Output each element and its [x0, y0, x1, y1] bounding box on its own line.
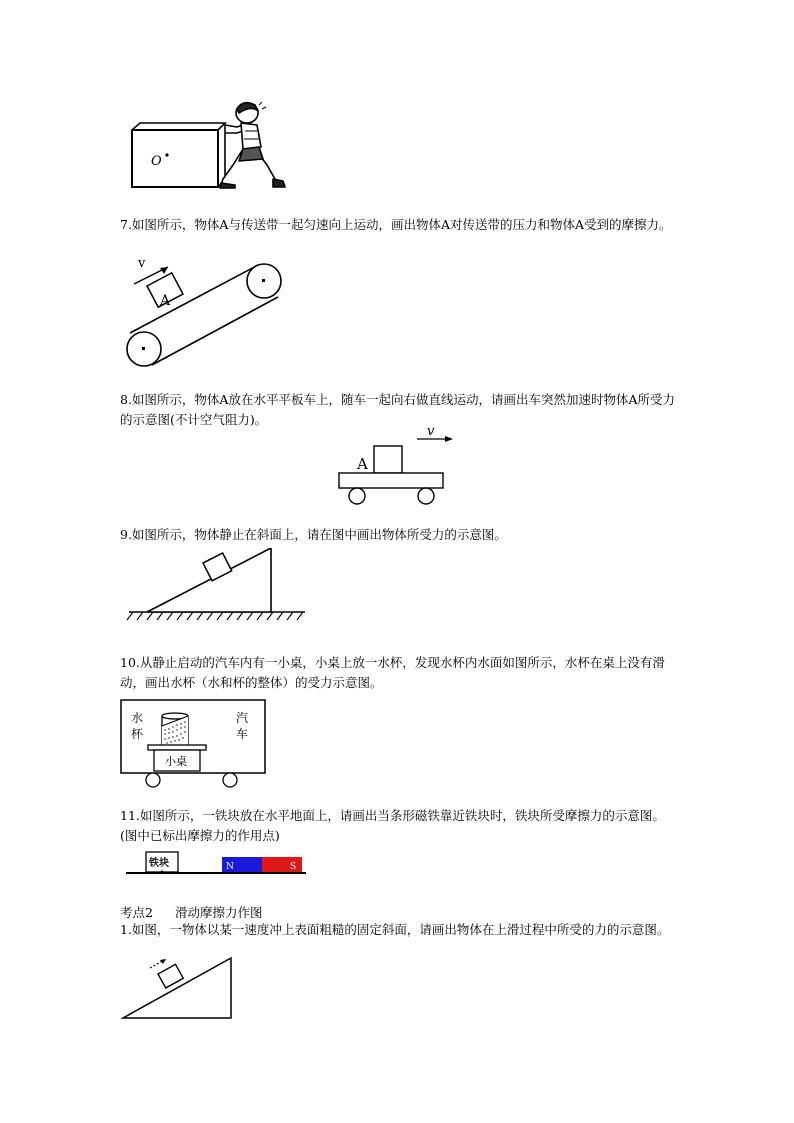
svg-text:杯: 杯 — [131, 727, 144, 741]
question-11-text: 11.如图所示，一铁块放在水平地面上，请画出当条形磁铁靠近铁块时，铁块所受摩擦力的示意图。(图中已标出摩擦力的作用点) — [120, 808, 665, 843]
section-2-title: 滑动摩擦力作图 — [174, 905, 263, 920]
car-cup-figure — [118, 698, 270, 790]
flatbed-cart-figure — [335, 420, 455, 510]
question-9-text: 9.如图所示，物体静止在斜面上，请在图中画出物体所受力的示意图。 — [120, 527, 507, 542]
section-2-question-1-text: 1.如图，一物体以某一速度冲上表面粗糙的固定斜面，请画出物体在上滑过程中所受的力的示意图。 — [120, 922, 670, 937]
block — [158, 964, 183, 988]
velocity-label: v — [138, 256, 146, 271]
iron-magnet-figure — [120, 848, 310, 880]
section-2-number: 考点2 — [120, 905, 153, 920]
cart-platform — [339, 473, 443, 488]
push-box-figure — [125, 95, 300, 195]
table-label: 小桌 — [165, 755, 187, 768]
box — [132, 130, 218, 187]
block-a — [374, 446, 402, 473]
question-7-text: 7.如图所示，物体A与传送带一起匀速向上运动，画出物体A对传送带的压力和物体A受到的摩擦力。 — [120, 217, 672, 232]
car-wheel-right — [223, 773, 237, 787]
water-cup — [162, 713, 188, 745]
incline-wedge — [147, 548, 271, 612]
question-8-text: 8.如图所示，物体A放在水平平板车上，随车一起向右做直线运动，请画出车突然加速时物体A所受力的示意图(不计空气阻力)。 — [120, 392, 675, 427]
car-wheel-left — [146, 773, 160, 787]
velocity-label: v — [427, 424, 435, 439]
block-a-label: A — [357, 455, 368, 473]
point-o-label: O — [151, 154, 162, 169]
boy-pushing-icon — [220, 102, 285, 188]
table-top — [148, 745, 206, 750]
block-a-label: A — [160, 293, 171, 309]
cart-wheel-left — [349, 488, 365, 504]
iron-block-label: 铁块 — [149, 858, 169, 869]
point-o-dot — [165, 153, 168, 156]
car-label: 汽 — [236, 711, 249, 725]
magnet-s-label: S — [290, 862, 297, 872]
svg-text:车: 车 — [236, 727, 249, 741]
magnet-n-label: N — [226, 862, 234, 872]
cart-wheel-right — [418, 488, 434, 504]
cup-label: 水 — [131, 711, 144, 725]
incline-block-figure — [125, 548, 310, 628]
conveyor-belt-figure — [120, 253, 290, 373]
rough-incline-figure — [118, 950, 238, 1022]
question-10-text: 10.从静止启动的汽车内有一小桌，小桌上放一水杯，发现水杯内水面如图所示，水杯在桌上没有滑动，画出水杯（水和杯的整体）的受力示意图。 — [120, 655, 665, 690]
